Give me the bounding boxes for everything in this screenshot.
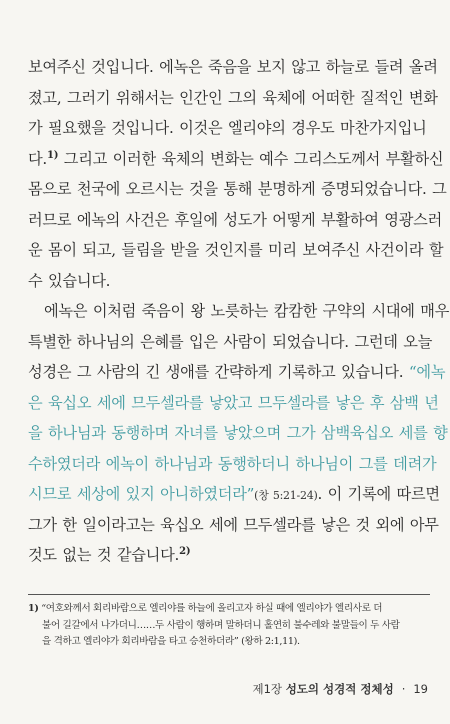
text-fragment: 다. [28,149,47,168]
text-line: 그가 한 일이라고는 육십오 세에 므두셀라를 낳은 것 외에 아무 [28,515,439,534]
text-line: 에녹은 이처럼 죽음이 왕 노릇하는 캄캄한 구약의 시대에 매우 [44,302,450,320]
text-line: 보여주신 것입니다. 에녹은 죽음을 보지 않고 하늘로 들려 올려 [28,58,438,76]
text-fragment: 그리고 이러한 육체의 변화는 예수 그리스도께서 부활하신 [63,149,444,168]
text-fragment: . 이 기록에 따르면 [317,485,440,503]
footer-separator: · [401,682,406,696]
page-footer [0,681,428,697]
scripture-reference: (창 5:21-24) [254,489,318,502]
chapter-title: 성도의 성경적 정체성 [285,682,394,696]
text-line: 수 있습니다. [28,271,111,290]
text-line [28,540,430,571]
text-line: 졌고, 그러기 위해서는 인간인 그의 육체에 어떠한 질적인 변화 [28,88,438,107]
footnote-line [28,601,430,618]
page-number: 19 [413,682,428,696]
footnote-text: “여호와께서 회리바람으로 엘리야를 하늘에 올리고자 하실 때에 엘리야가 엘리사로 더 [41,603,383,614]
text-line [28,479,440,510]
footnote-section [28,594,430,651]
footnote-line: 불어 길갈에서 나가더니……두 사람이 행하며 말하더니 홀연히 불수레와 불말들이 두 사람 [42,619,400,631]
text-fragment: 것도 없는 것 같습니다. [28,546,180,564]
scripture-quote-line: 을 하나님과 동행하며 자녀를 낳았으며 그가 삼백육십오 세를 향 [28,424,448,442]
text-fragment: 성경은 그 사람의 긴 생애를 간략하게 기록하고 있습니다. [28,363,404,381]
footnote-marker-2[interactable]: 2) [179,545,191,557]
body-text [28,52,450,571]
footnote-number: 1) [28,603,39,614]
scripture-quote-line: 은 육십오 세에 므두셀라를 낳았고 므두셀라를 낳은 후 삼백 년 [28,393,439,412]
footnote-line: 을 격하고 엘리야가 회리바람을 타고 승천하더라” (왕하 2:1,11). [42,636,300,647]
text-line: 특별한 하나님의 은혜를 입은 사람이 되었습니다. 그런데 오늘 [28,332,433,351]
text-line: 몸으로 천국에 오르시는 것을 통해 분명하게 증명되었습니다. 그 [28,180,447,198]
scripture-quote: “에녹 [408,363,446,381]
chapter-label: 제1장 [252,682,283,696]
text-line: 가 필요했을 것입니다. 이것은 엘리야의 경우도 마찬가지입니 [28,119,427,137]
scripture-quote: 시므로 세상에 있지 아니하였더라” [28,485,255,503]
text-line [28,144,444,175]
text-line: 러므로 에녹의 사건은 후일에 성도가 어떻게 부활하여 영광스러 [28,210,442,229]
footnote-marker-1[interactable]: 1) [47,149,59,161]
text-line [28,357,446,388]
scripture-quote-line: 수하였더라 에녹이 하나님과 동행하더니 하나님이 그를 데려가 [28,454,437,473]
text-line: 운 몸이 되고, 들림을 받을 것인지를 미리 보여주신 사건이라 할 [28,241,444,259]
